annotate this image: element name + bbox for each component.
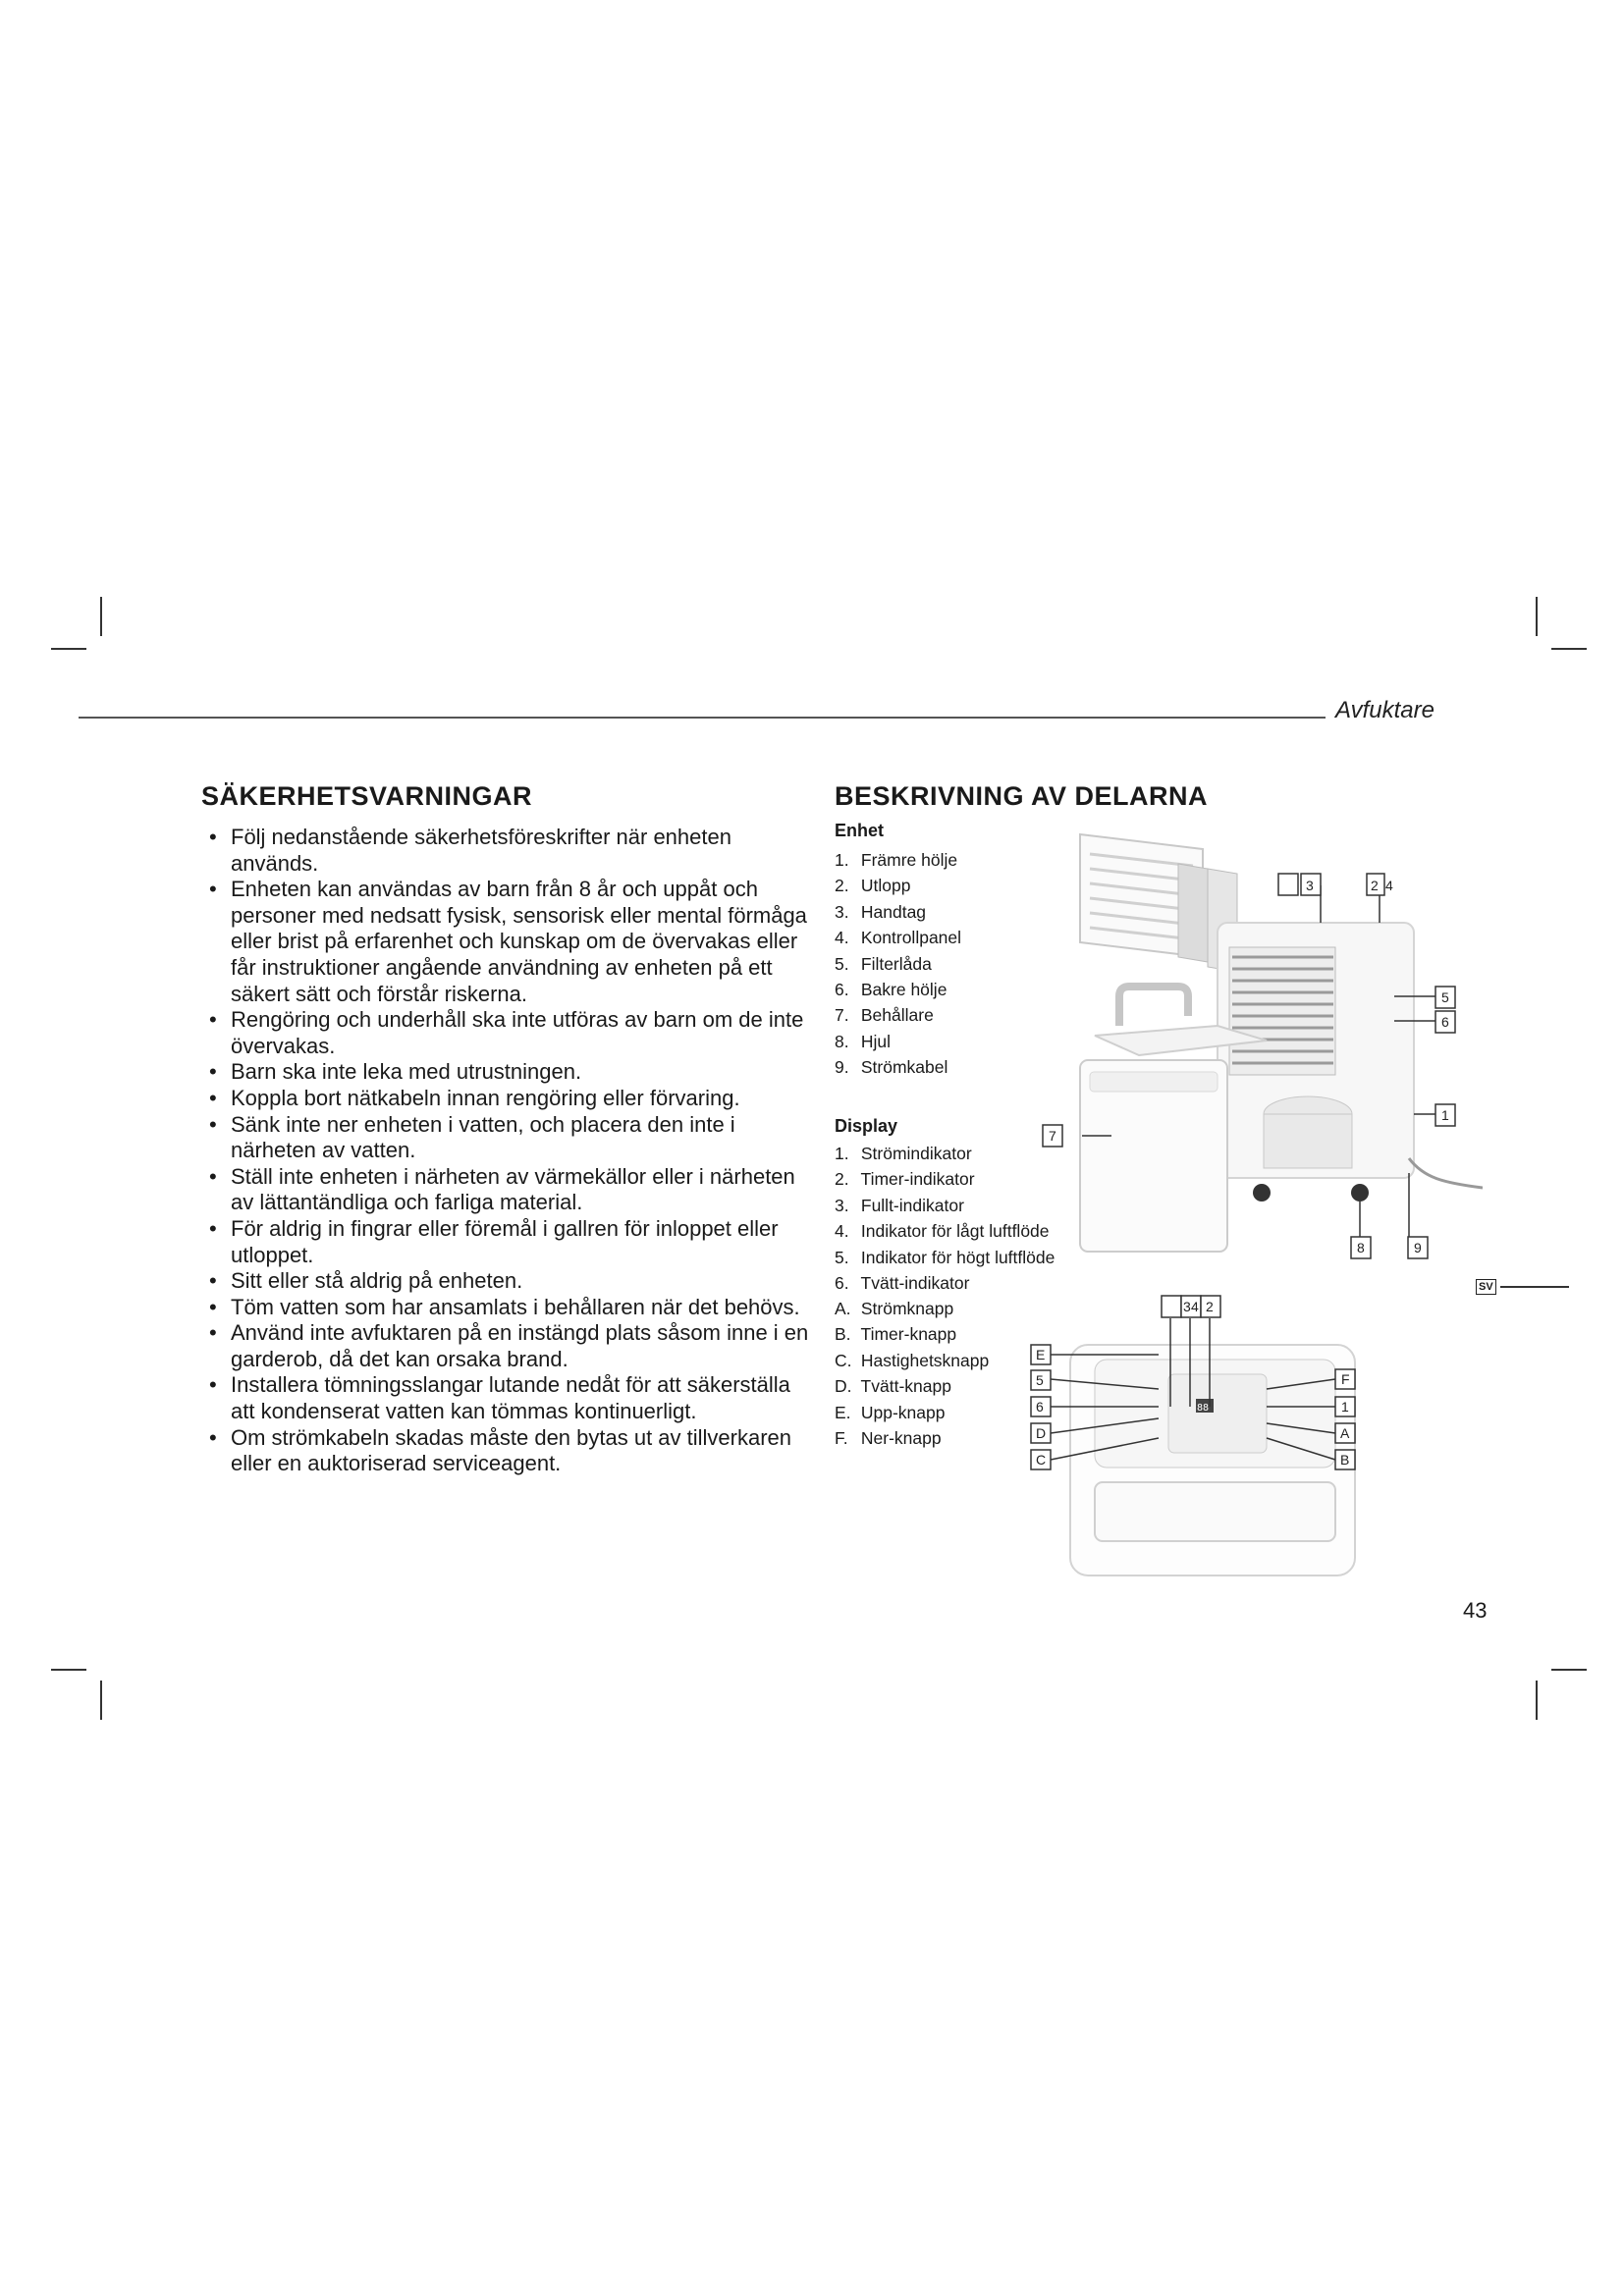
- callout-6: 6: [1036, 1399, 1044, 1415]
- language-tab-line: [1500, 1286, 1569, 1288]
- crop-mark: [1551, 648, 1587, 650]
- list-item: • Rengöring och underhåll ska inte utföras av barn om de inte övervakas.: [201, 1007, 810, 1059]
- list-item: 6. Bakre hölje: [835, 980, 947, 1000]
- water-tank-illustration: [1080, 1060, 1227, 1252]
- language-tab: SV: [1476, 1279, 1496, 1295]
- crop-mark: [100, 597, 102, 636]
- list-item: B. Timer-knapp: [835, 1324, 957, 1345]
- button-parts-list: [835, 1296, 989, 1451]
- page-number: 43: [1463, 1598, 1488, 1623]
- callout-3: 3: [1183, 1299, 1191, 1314]
- list-item: 1. Främre hölje: [835, 850, 958, 870]
- control-panel-diagram: [1021, 1291, 1414, 1585]
- callout-1: 1: [1341, 1399, 1349, 1415]
- safety-warnings-list: [201, 825, 810, 1477]
- list-item: 8. Hjul: [835, 1031, 892, 1051]
- display-digits: 88: [1197, 1403, 1210, 1414]
- callout-box-blank: [1278, 874, 1298, 895]
- parts-heading: BESKRIVNING AV DELARNA: [835, 781, 1209, 811]
- list-item: • Följ nedanstående säkerhetsföreskrifter när enheten används.: [201, 825, 810, 877]
- header-rule: [79, 717, 1326, 719]
- callout-9: 9: [1414, 1240, 1422, 1255]
- callout-box-blank: [1162, 1296, 1181, 1317]
- unit-parts-list: [835, 847, 961, 1081]
- list-item: C. Hastighetsknapp: [835, 1350, 990, 1370]
- list-item: 2. Utlopp: [835, 876, 911, 896]
- crop-mark: [100, 1681, 102, 1720]
- list-item: 3. Handtag: [835, 901, 927, 922]
- callout-B: B: [1340, 1452, 1350, 1468]
- list-item: 4. Indikator för lågt luftflöde: [835, 1221, 1050, 1242]
- crop-mark: [51, 648, 86, 650]
- list-item: • Koppla bort nätkabeln innan rengöring eller förvaring.: [201, 1086, 810, 1112]
- list-item: 5. Filterlåda: [835, 953, 932, 974]
- callout-5: 5: [1036, 1372, 1044, 1388]
- display-subheading: Display: [835, 1116, 898, 1136]
- callout-8: 8: [1357, 1240, 1365, 1255]
- crop-mark: [51, 1669, 86, 1671]
- callout-4: 4: [1191, 1299, 1199, 1314]
- callout-2: 2: [1371, 878, 1379, 893]
- callout-D: D: [1036, 1425, 1047, 1441]
- list-item: 6. Tvätt-indikator: [835, 1273, 970, 1294]
- crop-mark: [1536, 597, 1538, 636]
- list-item: • Töm vatten som har ansamlats i behållaren när det behövs.: [201, 1295, 810, 1321]
- callout-1: 1: [1441, 1107, 1449, 1123]
- list-item: D. Tvätt-knapp: [835, 1376, 951, 1397]
- callout-3: 3: [1306, 878, 1314, 893]
- list-item: A. Strömknapp: [835, 1299, 954, 1318]
- control-panel-illustration: [1070, 1345, 1355, 1575]
- list-item: 1. Strömindikator: [835, 1144, 972, 1163]
- list-item: • För aldrig in fingrar eller föremål i gallren för inloppet eller utloppet.: [201, 1216, 810, 1268]
- dehumidifier-exploded-diagram: [1021, 815, 1483, 1306]
- list-item: • Installera tömningsslangar lutande nedåt för att säkerställa att kondenserat vatten kan tömmas kontinuerligt.: [201, 1372, 810, 1424]
- list-item: • Barn ska inte leka med utrustningen.: [201, 1059, 810, 1086]
- unit-subheading: Enhet: [835, 821, 885, 840]
- callout-6: 6: [1441, 1014, 1449, 1030]
- list-item: • Enheten kan användas av barn från 8 år och uppåt och personer med nedsatt fysisk, sensorisk eller mental förmåga eller brist på erfarenhet och kunskap om de övervakas eller får instruktioner angående användning av enheten på ett säkert sätt och förstår riskerna.: [201, 877, 810, 1007]
- filter-frame-illustration: [1080, 834, 1237, 972]
- list-item: 2. Timer-indikator: [835, 1169, 975, 1190]
- header-title: Avfuktare: [1335, 697, 1435, 723]
- callout-4: 4: [1385, 878, 1393, 893]
- list-item: 5. Indikator för högt luftflöde: [835, 1247, 1056, 1267]
- safety-heading: SÄKERHETSVARNINGAR: [201, 781, 533, 811]
- callout-5: 5: [1441, 989, 1449, 1005]
- list-item: 9. Strömkabel: [835, 1057, 948, 1078]
- list-item: F. Ner-knapp: [835, 1428, 942, 1449]
- list-item: E. Upp-knapp: [835, 1402, 946, 1422]
- crop-mark: [1551, 1669, 1587, 1671]
- callout-2: 2: [1206, 1299, 1214, 1314]
- callout-F: F: [1341, 1371, 1350, 1387]
- list-item: • Sänk inte ner enheten i vatten, och placera den inte i närheten av vatten.: [201, 1112, 810, 1164]
- callout-C: C: [1036, 1452, 1047, 1468]
- list-item: • Ställ inte enheten i närheten av värmekällor eller i närheten av lättantändliga och farliga material.: [201, 1164, 810, 1216]
- list-item: 7. Behållare: [835, 1005, 934, 1026]
- dehumidifier-body-illustration: [1218, 923, 1483, 1201]
- list-item: 4. Kontrollpanel: [835, 928, 962, 948]
- list-item: 3. Fullt-indikator: [835, 1195, 964, 1215]
- list-item: • Om strömkabeln skadas måste den bytas ut av tillverkaren eller en auktoriserad serviceagent.: [201, 1425, 810, 1477]
- callout-7: 7: [1049, 1128, 1056, 1144]
- callout-E: E: [1036, 1347, 1046, 1362]
- list-item: • Använd inte avfuktaren på en instängd plats såsom inne i en garderob, då det kan orsaka brand.: [201, 1320, 810, 1372]
- crop-mark: [1536, 1681, 1538, 1720]
- list-item: • Sitt eller stå aldrig på enheten.: [201, 1268, 810, 1295]
- callout-A: A: [1340, 1425, 1350, 1441]
